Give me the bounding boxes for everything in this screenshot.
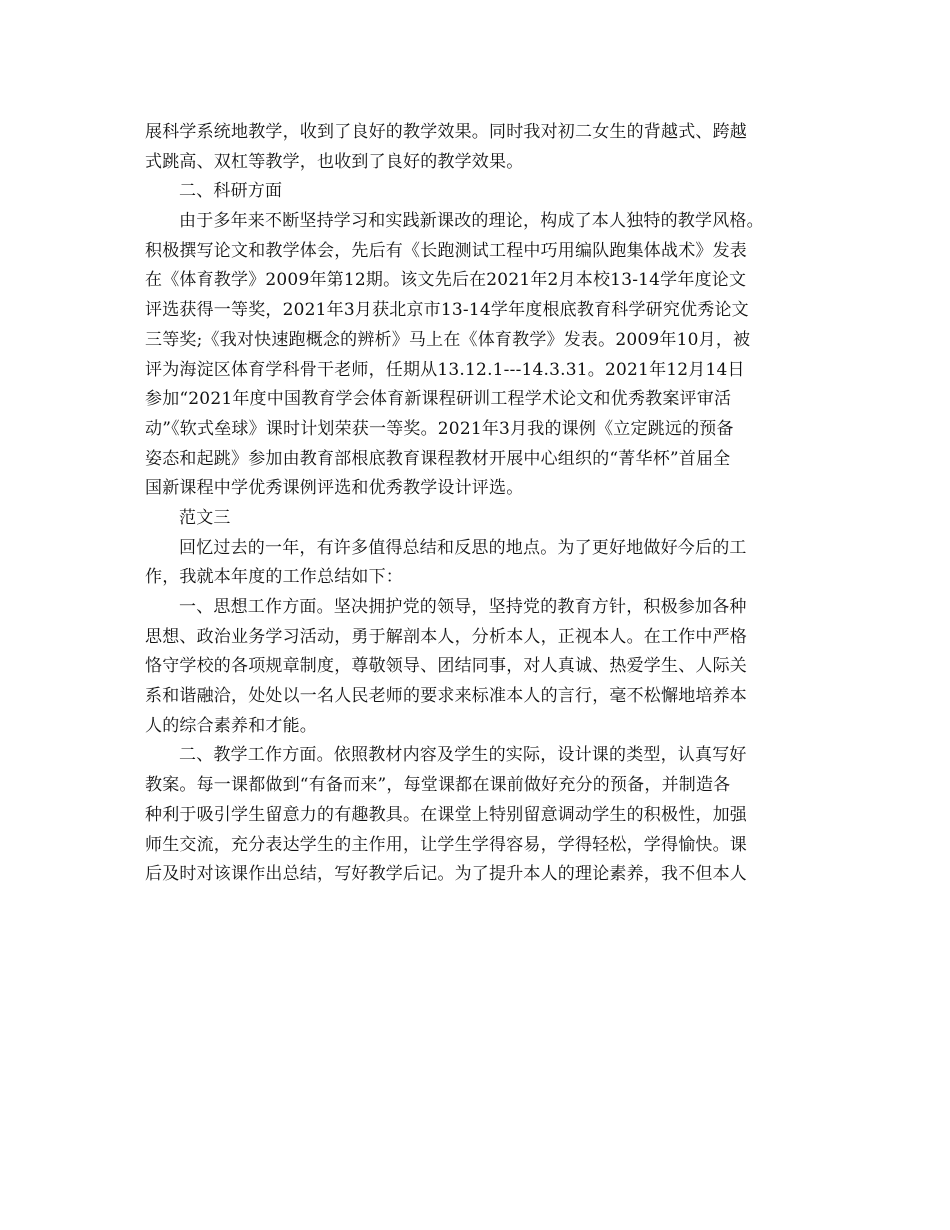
text-line: 恪守学校的各项规章制度，尊敬领导、团结同事，对人真诚、热爱学生、人际关	[145, 656, 747, 677]
document-body	[145, 118, 805, 890]
text-line: 展科学系统地教学，收到了良好的教学效果。同时我对初二女生的背越式、跨越	[145, 122, 747, 142]
text-line: 在《体育教学》2009年第12期。该文先后在2021年2月本校13-14学年度论文	[145, 270, 747, 291]
text-line: 范文三	[179, 507, 231, 528]
text-line: 种利于吸引学生留意力的有趣教具。在课堂上特别留意调动学生的积极性，加强	[145, 804, 747, 825]
text-line: 评为海淀区体育学科骨干老师，任期从13.12.1---14.3.31。2021年12月14日	[145, 359, 745, 380]
text-line: 动”《软式垒球》课时计划荣获一等奖。2021年3月我的课例《立定跳远的预备	[145, 418, 734, 439]
text-line: 一、思想工作方面。坚决拥护党的领导，坚持党的教育方针，积极参加各种	[179, 597, 747, 617]
text-line: 作，我就本年度的工作总结如下：	[145, 567, 403, 588]
text-line: 姿态和起跳》参加由教育部根底教育课程教材开展中心组织的“菁华杯”首届全	[145, 448, 731, 469]
text-line: 国新课程中学优秀课例评选和优秀教学设计评选。	[145, 478, 524, 499]
text-line: 系和谐融洽，处处以一名人民老师的要求来标准本人的言行，毫不松懈地培养本	[145, 686, 747, 707]
text-line: 积极撰写论文和教学体会，先后有《长跑测试工程中巧用编队跑集体战术》发表	[145, 240, 747, 261]
text-line: 回忆过去的一年，有许多值得总结和反思的地点。为了更好地做好今后的工	[179, 537, 747, 558]
text-line: 思想、政治业务学习活动，勇于解剖本人，分析本人，正视本人。在工作中严格	[145, 626, 747, 647]
text-line: 评选获得一等奖，2021年3月获北京市13-14学年度根底教育科学研究优秀论文	[145, 300, 749, 321]
text-line: 二、科研方面	[179, 181, 283, 202]
text-line: 由于多年来不断坚持学习和实践新课改的理论，构成了本人独特的教学风格。	[179, 211, 764, 232]
text-line: 后及时对该课作出总结，写好教学后记。为了提升本人的理论素养，我不但本人	[145, 864, 747, 885]
text-line: 三等奖;《我对快速跑概念的辨析》马上在《体育教学》发表。2009年10月，被	[145, 329, 751, 350]
text-line: 式跳高、双杠等教学，也收到了良好的教学效果。	[145, 151, 524, 172]
text-line: 教案。每一课都做到“有备而来”，每堂课都在课前做好充分的预备，并制造各	[145, 775, 731, 796]
text-line: 二、教学工作方面。依照教材内容及学生的实际，设计课的类型，认真写好	[179, 745, 747, 766]
text-line: 参加“2021年度中国教育学会体育新课程研训工程学术论文和优秀教案评审活	[145, 389, 732, 410]
text-line: 人的综合素养和才能。	[145, 715, 317, 736]
text-line: 师生交流，充分表达学生的主作用，让学生学得容易，学得轻松，学得愉快。课	[145, 834, 747, 855]
